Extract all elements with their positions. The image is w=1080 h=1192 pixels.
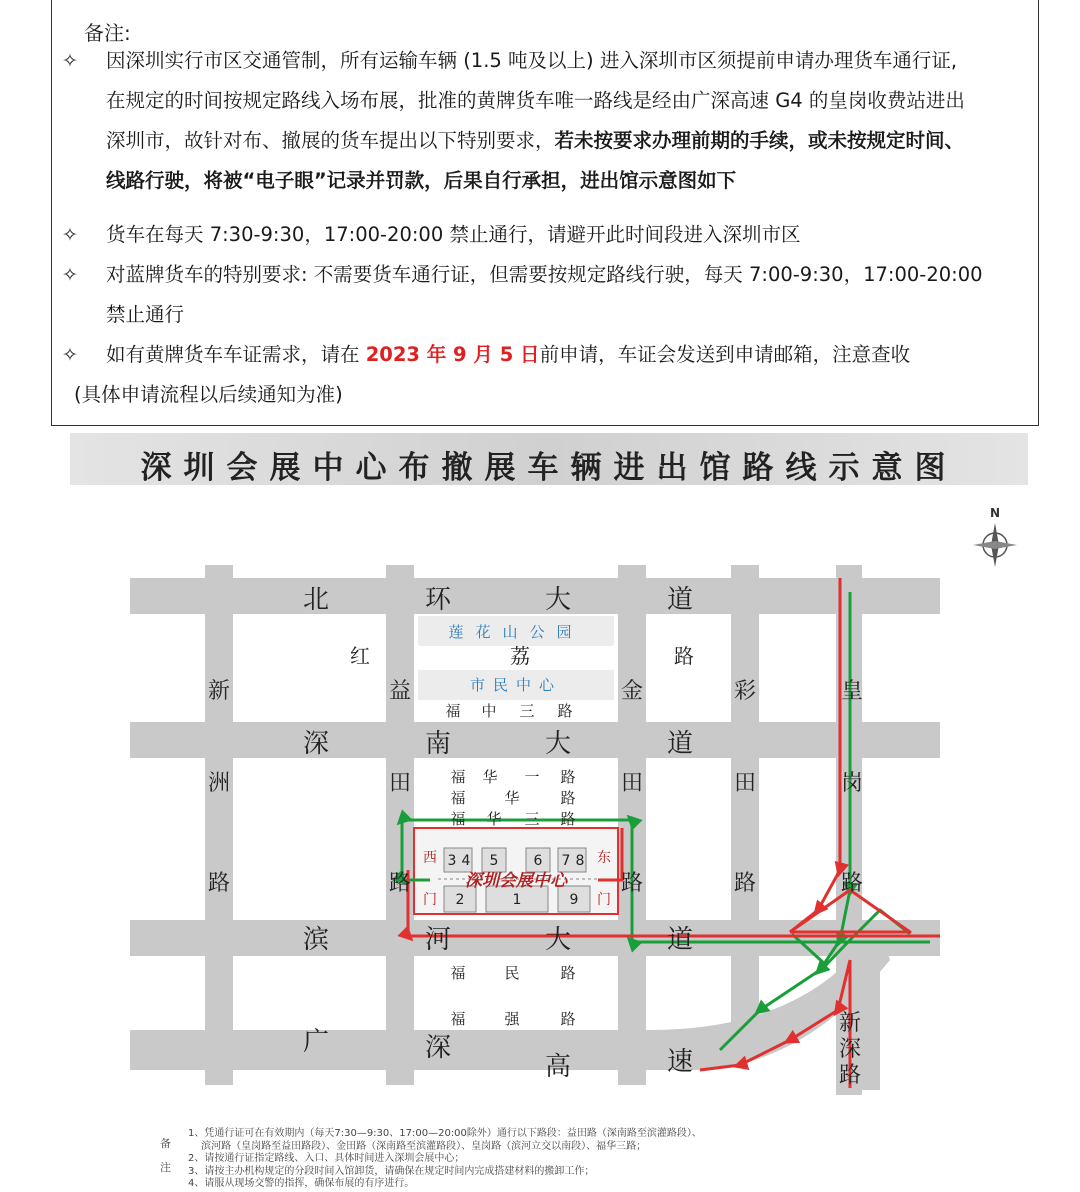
road-caitian xyxy=(731,565,759,1035)
svg-text:荔: 荔 xyxy=(510,644,530,668)
warning-text: 若未按要求办理前期的手续，或未按规定时间、 xyxy=(554,129,965,152)
svg-text:路: 路 xyxy=(557,702,583,720)
svg-text:中: 中 xyxy=(481,702,507,720)
notes-title: 备注: xyxy=(84,21,131,45)
svg-text:路: 路 xyxy=(560,1010,576,1028)
svg-text:路: 路 xyxy=(560,964,576,982)
svg-text:强: 强 xyxy=(504,1010,520,1028)
note-line: 在规定的时间按规定路线入场布展，批准的黄牌货车唯一路线是经由广深高速 G4 的皇岗收费站进出 xyxy=(106,89,965,112)
svg-text:红: 红 xyxy=(350,644,370,668)
svg-text:路: 路 xyxy=(838,1063,862,1088)
route-map xyxy=(0,490,1080,1120)
note-line: 因深圳实行市区交通管制，所有运输车辆 (1.5 吨及以上) 进入深圳市区须提前申请办理货车通行证, xyxy=(106,49,958,72)
svg-text:道: 道 xyxy=(666,585,694,615)
svg-text:华: 华 xyxy=(504,789,520,807)
svg-text:华: 华 xyxy=(486,810,502,828)
svg-text:滨: 滨 xyxy=(302,925,330,955)
svg-text:福: 福 xyxy=(445,702,471,720)
svg-text:路: 路 xyxy=(733,871,757,896)
svg-text:河: 河 xyxy=(424,925,452,955)
svg-text:金: 金 xyxy=(620,679,644,704)
bottom-note-line: 3、请按主办机构规定的分段时间入馆卸货，请确保在规定时间内完成搭建材料的搬卸工作； xyxy=(188,1165,595,1177)
warning-text: 线路行驶，将被“电子眼”记录并罚款，后果自行承担，进出馆示意图如下 xyxy=(106,169,737,192)
hall-number: 1 xyxy=(512,892,522,908)
diamond-bullet-icon: ✧ xyxy=(62,264,78,286)
label-fumin xyxy=(450,964,575,982)
svg-text:三: 三 xyxy=(519,702,545,720)
hall-number: 8 xyxy=(575,853,585,869)
svg-text:速: 速 xyxy=(666,1047,694,1077)
deadline-date: 2023 年 9 月 5 日 xyxy=(365,343,540,366)
map-title-banner xyxy=(70,433,1028,485)
svg-text:门: 门 xyxy=(597,892,611,908)
road-shennan xyxy=(130,722,940,758)
park-lianhuashan-label: 莲花山公园 xyxy=(448,623,584,641)
diamond-bullet-icon: ✧ xyxy=(62,344,78,366)
svg-text:新: 新 xyxy=(207,679,231,704)
note-line xyxy=(106,121,1036,161)
svg-text:北: 北 xyxy=(302,585,330,615)
hall-number: 5 xyxy=(489,853,499,869)
diamond-bullet-icon: ✧ xyxy=(62,50,78,72)
label-fuzhong3 xyxy=(445,702,582,720)
svg-text:东: 东 xyxy=(597,850,611,866)
svg-text:路: 路 xyxy=(620,871,644,896)
svg-text:岗: 岗 xyxy=(840,771,864,796)
svg-text:洲: 洲 xyxy=(207,771,231,796)
tag-char: 注 xyxy=(160,1161,171,1174)
svg-text:福: 福 xyxy=(450,768,466,786)
bottom-note-line: 4、请服从现场交警的指挥，确保布展的有序进行。 xyxy=(188,1178,415,1189)
svg-text:彩: 彩 xyxy=(733,679,757,704)
hall-number: 6 xyxy=(533,853,543,869)
label-fuqiang xyxy=(450,1010,575,1028)
map-title: 深圳会展中心布撤展车辆进出馆路线示意图 xyxy=(140,450,958,486)
label-xinshen xyxy=(839,1011,861,1088)
hall-number: 7 xyxy=(561,853,571,869)
svg-text:路: 路 xyxy=(674,644,694,668)
diamond-bullet-icon: ✧ xyxy=(62,224,78,246)
bottom-note-line: 1、凭通行证可在有效期内（每天7:30—9:30、17:00—20:00除外）通行以下路段：益田路（深南路至滨灌路段）、 xyxy=(188,1128,702,1139)
footnote: (具体申请流程以后续通知为准) xyxy=(74,383,343,406)
note-line xyxy=(106,335,1036,375)
note-text: 前申请，车证会发送到申请邮箱，注意查收 xyxy=(539,343,911,366)
note-text: 深圳市，故针对布、撤展的货车提出以下特别要求， xyxy=(106,129,555,152)
svg-text:福: 福 xyxy=(450,789,466,807)
road-beihuan xyxy=(130,578,940,614)
hall-number: 3 xyxy=(447,853,457,869)
road-binhe xyxy=(130,920,940,956)
svg-text:道: 道 xyxy=(666,925,694,955)
svg-text:福: 福 xyxy=(450,1010,466,1028)
svg-text:田: 田 xyxy=(733,771,757,796)
svg-text:福: 福 xyxy=(450,810,466,828)
svg-text:门: 门 xyxy=(423,892,437,908)
svg-text:一: 一 xyxy=(524,768,540,786)
road-yitian xyxy=(386,565,414,1085)
svg-text:高: 高 xyxy=(544,1052,572,1082)
svg-text:大: 大 xyxy=(544,585,572,615)
svg-text:路: 路 xyxy=(207,871,231,896)
svg-text:环: 环 xyxy=(424,585,452,615)
label-fuhua1 xyxy=(450,768,575,786)
svg-text:大: 大 xyxy=(544,925,572,955)
note-line: 货车在每天 7:30-9:30，17:00-20:00 禁止通行，请避开此时间段进入深圳市区 xyxy=(106,223,801,246)
svg-text:路: 路 xyxy=(560,789,576,807)
svg-text:皇: 皇 xyxy=(840,679,864,704)
svg-text:民: 民 xyxy=(504,964,520,982)
svg-text:深: 深 xyxy=(838,1037,862,1062)
hall-number: 2 xyxy=(455,892,465,908)
svg-text:大: 大 xyxy=(544,729,572,759)
svg-text:深: 深 xyxy=(424,1033,452,1063)
svg-text:道: 道 xyxy=(666,729,694,759)
label-fuhua xyxy=(450,789,575,807)
svg-text:福: 福 xyxy=(450,964,466,982)
svg-text:南: 南 xyxy=(424,729,452,759)
compass-north-label: N xyxy=(989,506,1001,520)
road-xinzhou xyxy=(205,565,233,1085)
bottom-notes-tag xyxy=(160,1132,174,1180)
notes-box xyxy=(51,0,1039,426)
svg-text:路: 路 xyxy=(560,768,576,786)
svg-text:路: 路 xyxy=(388,871,412,896)
svg-text:田: 田 xyxy=(388,771,412,796)
tag-char: 备 xyxy=(160,1137,171,1150)
compass-icon xyxy=(973,506,1017,567)
svg-text:路: 路 xyxy=(560,810,576,828)
svg-text:华: 华 xyxy=(482,768,498,786)
svg-text:广: 广 xyxy=(302,1027,330,1057)
svg-text:深: 深 xyxy=(302,729,330,759)
note-line: 对蓝牌货车的特别要求: 不需要货车通行证，但需要按规定路线行驶，每天 7:00-9:30，17:00-20:00 xyxy=(106,263,983,286)
hall-number: 9 xyxy=(569,892,579,908)
svg-text:路: 路 xyxy=(840,871,864,896)
hall-number: 4 xyxy=(461,853,471,869)
bottom-notes-list xyxy=(188,1128,702,1191)
venue-name: 深圳会展中心 xyxy=(465,871,567,891)
bottom-note-line: 滨河路（皇岗路至益田路段）、金田路（深南路至滨灌路段）、皇岗路（滨河立交以南段）、福华三路； xyxy=(188,1140,647,1152)
svg-text:田: 田 xyxy=(620,771,644,796)
bottom-note-line: 2、请按通行证指定路线、入口、具体时间进入深圳会展中心； xyxy=(188,1153,465,1164)
svg-text:三: 三 xyxy=(524,810,540,828)
note-text: 如有黄牌货车车证需求，请在 xyxy=(106,343,366,366)
svg-text:西: 西 xyxy=(423,850,437,866)
svg-text:益: 益 xyxy=(388,679,412,704)
svg-text:新: 新 xyxy=(838,1011,862,1036)
note-line: 禁止通行 xyxy=(106,303,185,326)
civic-center-label: 市民中心 xyxy=(469,676,563,694)
